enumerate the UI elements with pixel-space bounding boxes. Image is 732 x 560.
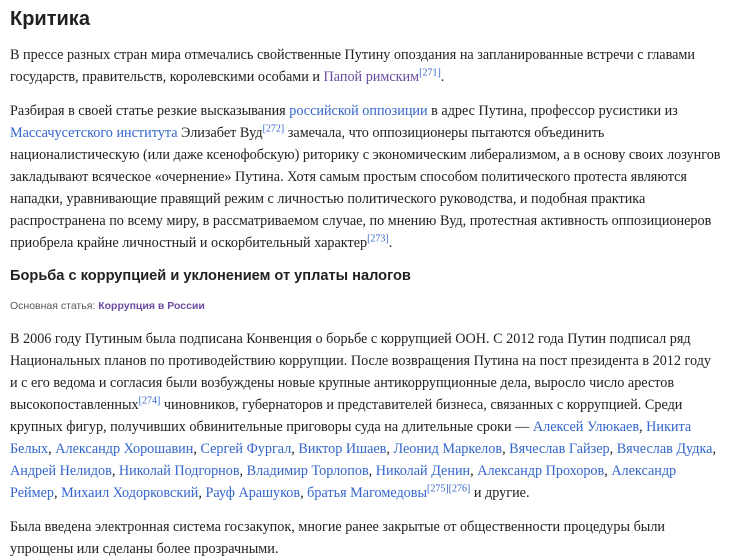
ref-272[interactable]: [272] xyxy=(262,123,285,135)
person-link[interactable]: Сергей Фургал xyxy=(200,441,292,457)
link-corruption-in-russia[interactable]: Коррупция в России xyxy=(98,300,205,312)
separator: , xyxy=(300,485,308,501)
subsection-title: Борьба с коррупцией и уклонением от уплаты налогов xyxy=(10,268,411,284)
separator: , xyxy=(712,441,716,457)
text: В 2006 году Путиным была подписана Конвенция о борьбе с коррупцией ООН. С 2012 года Путин подписал ряд Национальных планов по противодействию коррупции. После возвращения Путина на пост президента в 2012 году и с его ведома и согласия были возбуждены новые крупные антикоррупционные дела, выросло число арестов высокопоставленных xyxy=(10,331,712,413)
text: и другие. xyxy=(470,485,530,501)
link-mit[interactable]: Массачусетского института xyxy=(10,125,178,141)
ref-273[interactable]: [273] xyxy=(367,233,389,245)
person-link[interactable]: братья Магомедовы xyxy=(307,485,427,501)
text: в адрес Путина, профессор русистики из xyxy=(427,103,678,119)
person-link[interactable]: Никита Белых xyxy=(10,419,692,457)
section-title: Критика xyxy=(10,8,90,30)
main-article-hatnote xyxy=(10,298,722,314)
paragraph-procurement: Была введена электронная система госзакупок, многие ранее закрытые от общественности процедуры были упрощены или сделаны более прозрачными. xyxy=(10,519,665,557)
person-link[interactable]: Николай Денин xyxy=(375,463,471,479)
text: В прессе разных стран мира отмечались свойственные Путину опоздания на запланированные встречи с главами государств, правительств, королевскими особами и xyxy=(10,47,695,85)
separator: , xyxy=(193,441,201,457)
person-link[interactable]: Алексей Улюкаев xyxy=(532,419,640,435)
text: чиновников, губернаторов и представителей бизнеса, связанных с коррупцией. Среди крупных фигур, получивших обвинительные приговоры суда на длительные сроки — xyxy=(10,397,683,435)
separator: , xyxy=(111,463,119,479)
ref-271[interactable]: [271] xyxy=(419,67,441,79)
separator: , xyxy=(53,485,62,501)
separator: , xyxy=(48,441,56,457)
separator: , xyxy=(386,441,394,457)
text: Разбирая в своей статье резкие высказывания xyxy=(10,103,290,119)
person-link[interactable]: Вячеслав Дудка xyxy=(616,441,713,457)
link-pope[interactable]: Папой римским xyxy=(323,69,420,85)
separator: , xyxy=(291,441,299,457)
ref-276[interactable]: [276] xyxy=(448,483,471,495)
person-link[interactable]: Владимир Торлопов xyxy=(246,463,369,479)
text: . xyxy=(388,235,393,251)
link-russian-opposition[interactable]: российской оппозиции xyxy=(289,103,428,119)
text: Элизабет Вуд xyxy=(177,125,263,141)
separator: , xyxy=(239,463,247,479)
paragraph-opposition xyxy=(10,100,722,254)
separator: , xyxy=(502,441,510,457)
person-link[interactable]: Михаил Ходорковский xyxy=(61,485,199,501)
ref-274[interactable]: [274] xyxy=(138,395,161,407)
paragraph-lateness xyxy=(10,44,722,88)
separator: , xyxy=(609,441,617,457)
person-link[interactable]: Александр Хорошавин xyxy=(55,441,194,457)
person-link[interactable]: Александр Прохоров xyxy=(477,463,605,479)
hatnote-label: Основная статья: xyxy=(10,300,99,312)
person-link[interactable]: Вячеслав Гайзер xyxy=(509,441,610,457)
separator: , xyxy=(368,463,376,479)
separator: , xyxy=(639,419,647,435)
text: . xyxy=(440,69,445,85)
paragraph-corruption xyxy=(10,328,722,504)
person-link[interactable]: Николай Подгорнов xyxy=(118,463,240,479)
separator: , xyxy=(198,485,206,501)
text: замечала, что оппозиционеры пытаются объединить националистическую (или даже ксенофобскую) риторику с экономическим либерализмом, а в основу своих лозунгов закладывают всяческое «очернение» Путина. Хотя самым простым способом политического протеста являются нападки, уравнивающие правящий режим с личностью политического руководства, и подобная практика распространена по всему миру, в рассматриваемом случае, по мнению Вуд, протестная активность оппозиционеров приобрела крайне личностный и оскорбительный характер xyxy=(10,125,721,251)
separator: , xyxy=(470,463,478,479)
ref-275[interactable]: [275] xyxy=(427,483,449,495)
separator: , xyxy=(604,463,612,479)
person-link[interactable]: Рауф Арашуков xyxy=(205,485,301,501)
person-link[interactable]: Александр Реймер xyxy=(10,463,677,501)
person-link[interactable]: Леонид Маркелов xyxy=(393,441,503,457)
person-link[interactable]: Виктор Ишаев xyxy=(298,441,387,457)
person-link[interactable]: Андрей Нелидов xyxy=(10,463,112,479)
